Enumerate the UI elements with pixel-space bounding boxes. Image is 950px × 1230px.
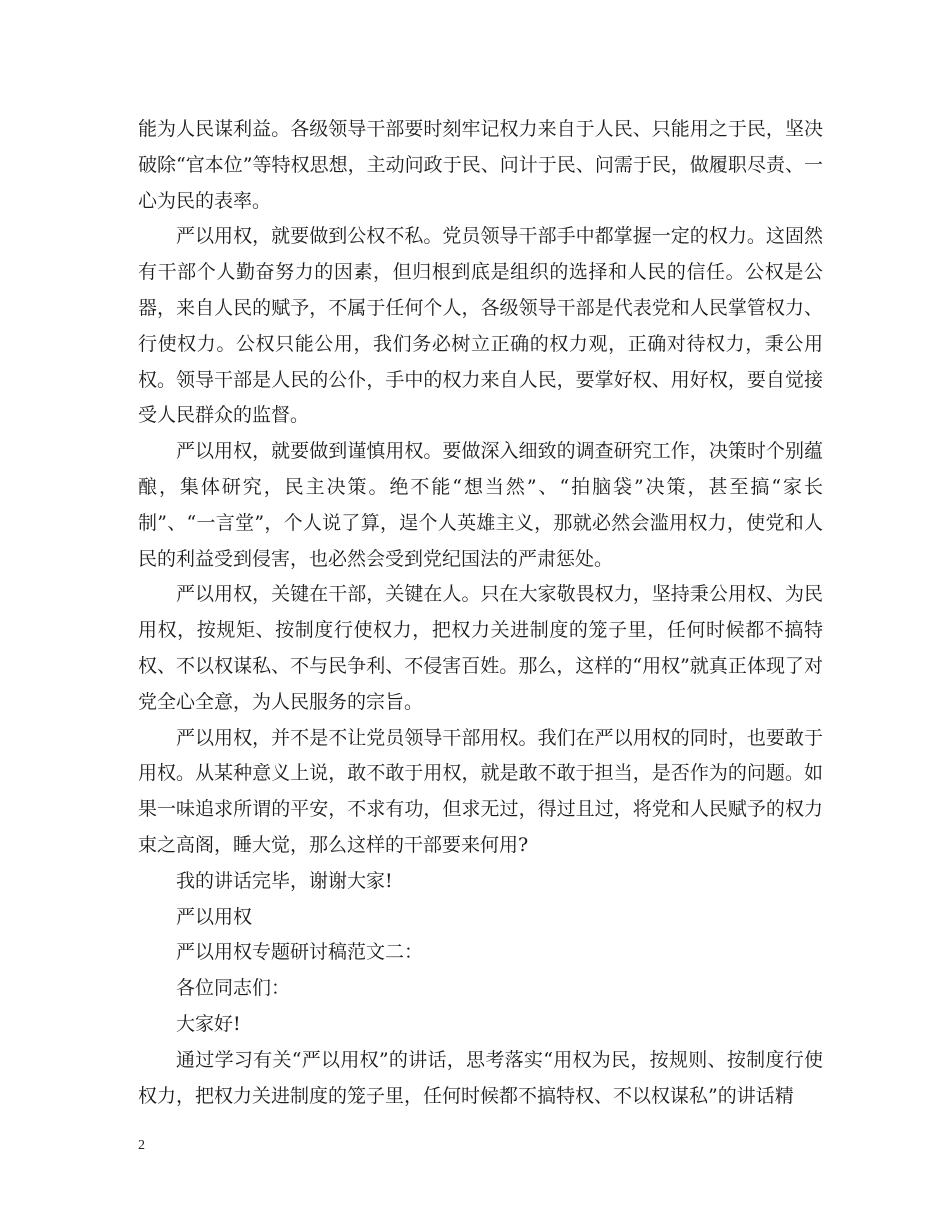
section-subheading: 严以用权专题研讨稿范文二： [176,941,424,964]
paragraph-2: 严以用权，就要做到公权不私。党员领导干部手中都掌握一定的权力。这固然有干部个人勤奋努力的因素，但归根到底是组织的选择和人民的信任。公权是公器，来自人民的赋予，不属于任何个人，各级领导干部是代表党和人民掌管权力、行使权力。公权只能公用，我们务必树立正确的权力观，正确对待权力，秉公用权。领导干部是人民的公仆，手中的权力来自人民，要掌好权、用好权，要自觉接受人民群众的监督。 [138,225,823,427]
paragraph-6: 通过学习有关“严以用权”的讲话，思考落实“用权为民，按规则、按制度行使权力，把权力关进制度的笼子里，任何时候都不搞特权、不以权谋私”的讲话精 [138,1048,823,1107]
greeting: 大家好! [176,1012,241,1035]
paragraph-4: 严以用权，关键在干部，关键在人。只在大家敬畏权力，坚持秉公用权、为民用权，按规矩、按制度行使权力，把权力关进制度的笼子里，任何时候都不搞特权、不以权谋私、不与民争利、不侵害百姓。那么，这样的“用权”就真正体现了对党全心全意，为人民服务的宗旨。 [138,583,823,713]
paragraph-1: 能为人民谋利益。各级领导干部要时刻牢记权力来自于人民、只能用之于民，坚决破除“官本位”等特权思想，主动问政于民、问计于民、问需于民，做履职尽责、一心为民的表率。 [138,118,823,212]
document-body [138,112,823,1114]
salutation: 各位同志们： [176,977,291,1000]
page-number: 2 [138,1138,145,1153]
paragraph-5: 严以用权，并不是不让党员领导干部用权。我们在严以用权的同时，也要敢于用权。从某种意义上说，敢不敢于用权，就是敢不敢于担当，是否作为的问题。如果一味追求所谓的平安，不求有功，但求无过，得过且过，将党和人民赋予的权力束之高阁，睡大觉，那么这样的干部要来何用? [138,726,823,856]
closing-remark: 我的讲话完毕，谢谢大家! [176,869,393,892]
section-heading: 严以用权 [176,905,253,928]
paragraph-3: 严以用权，就要做到谨慎用权。要做深入细致的调查研究工作，决策时个别蕴酿，集体研究，民主决策。绝不能“想当然”、“拍脑袋”决策，甚至搞“家长制”、“一言堂”，个人说了算，逞个人英雄主义，那就必然会滥用权力，使党和人民的利益受到侵害，也必然会受到党纪国法的严肃惩处。 [138,440,823,570]
